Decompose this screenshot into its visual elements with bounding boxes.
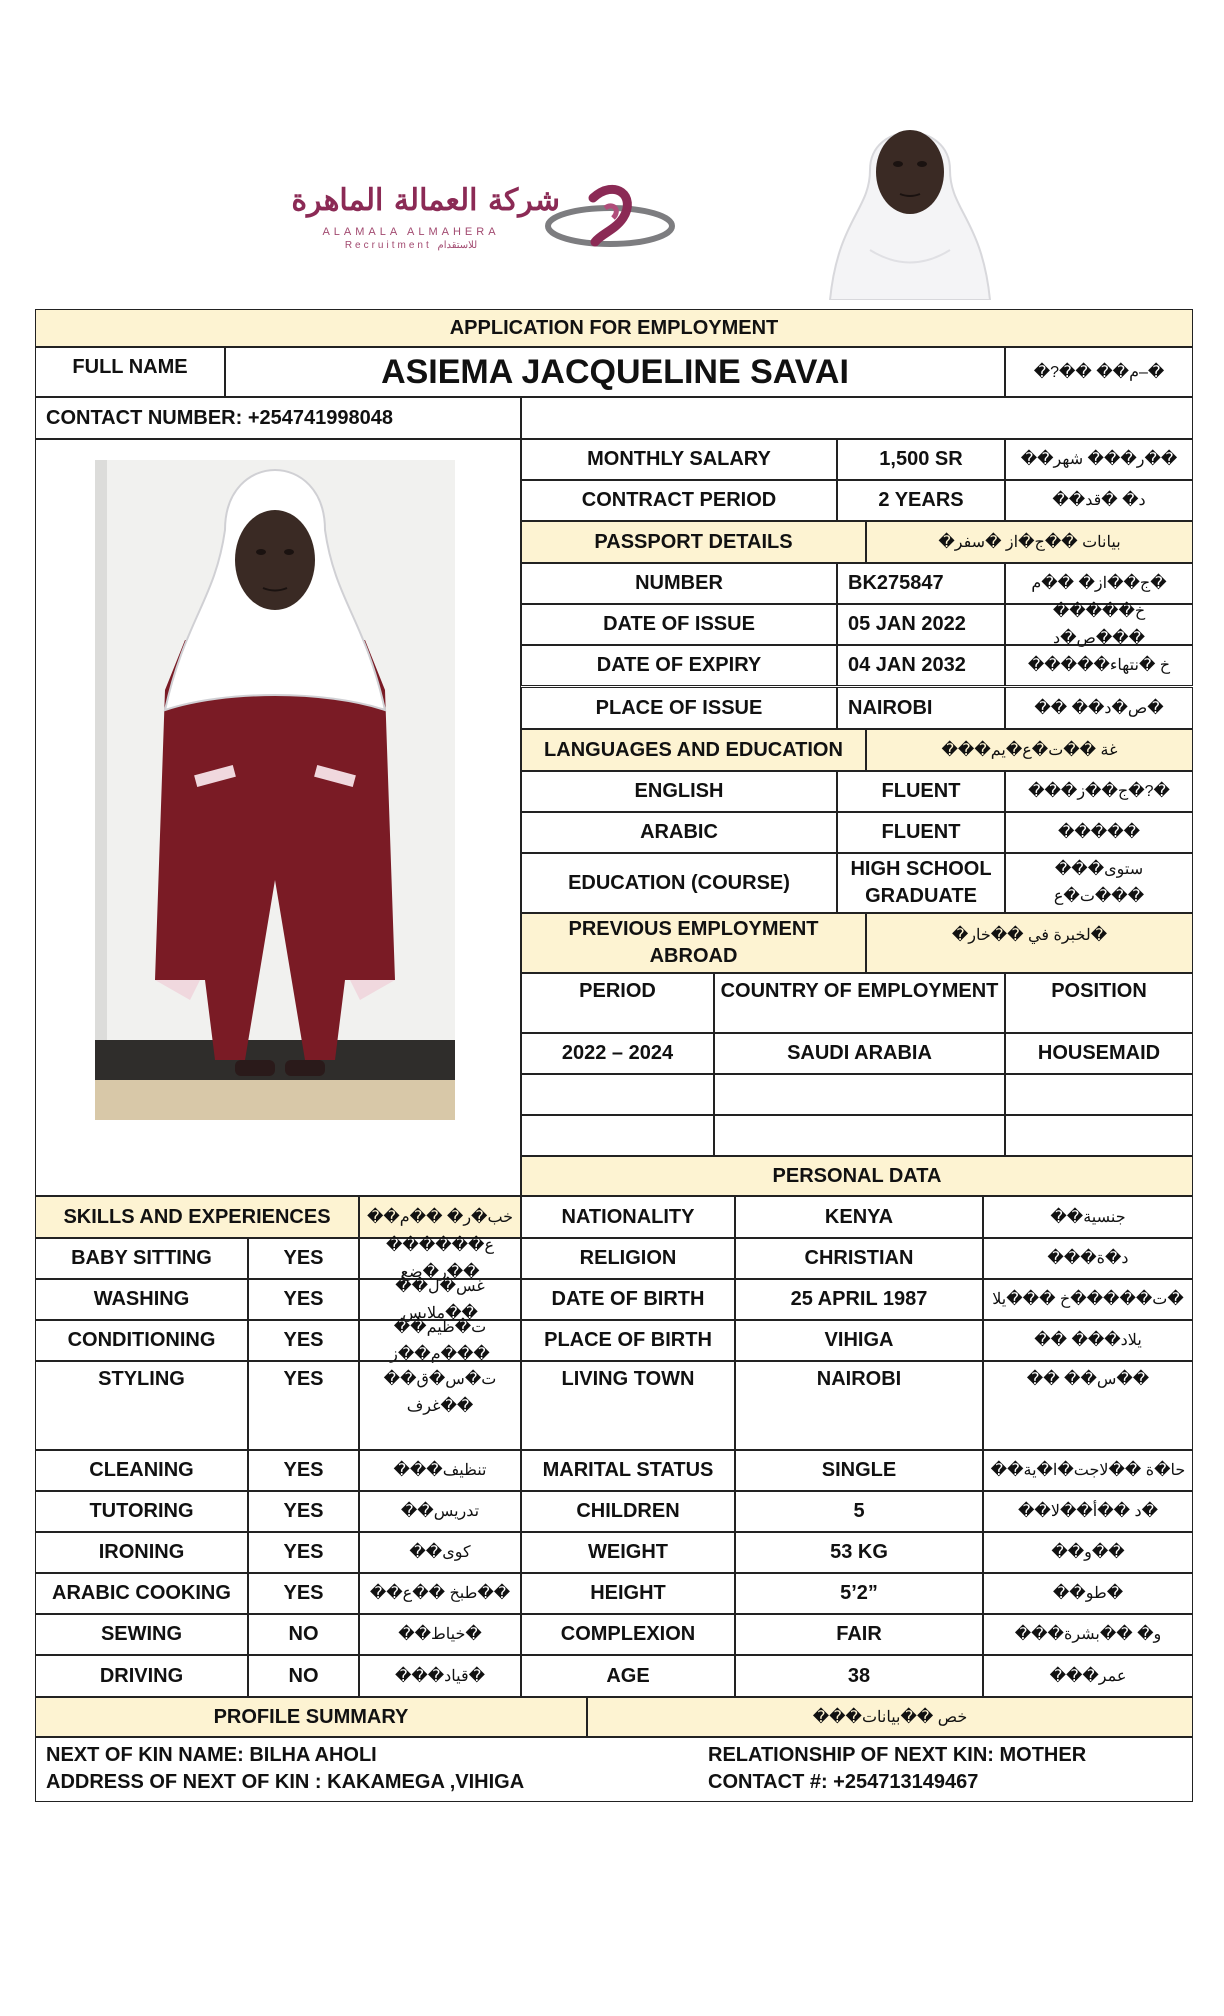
- language-row-arabic: ���ج��ز�?�: [1005, 771, 1193, 812]
- languages-heading-arabic: ���غة ��ت�ع�يم: [866, 729, 1193, 771]
- skill-arabic: ��كوى: [359, 1532, 521, 1573]
- languages-heading: LANGUAGES AND EDUCATION: [521, 729, 866, 771]
- language-row-label: ARABIC: [521, 812, 837, 853]
- skill-label: BABY SITTING: [35, 1238, 248, 1279]
- skill-label: IRONING: [35, 1532, 248, 1573]
- personal-label: COMPLEXION: [521, 1614, 735, 1655]
- kin-relationship: RELATIONSHIP OF NEXT KIN: MOTHER: [708, 1744, 1087, 1766]
- skill-label: ARABIC COOKING: [35, 1573, 248, 1614]
- personal-value: KENYA: [735, 1196, 983, 1238]
- prev-employment-heading: PREVIOUS EMPLOYMENT ABROAD: [521, 913, 866, 973]
- personal-label: LIVING TOWN: [521, 1361, 735, 1450]
- personal-value: 38: [735, 1655, 983, 1697]
- skill-value: YES: [248, 1320, 359, 1361]
- employment-term-arabic: ��ر��� شهر��: [1005, 439, 1193, 480]
- personal-arabic: ���د�ة: [983, 1238, 1193, 1279]
- prev-employment-col-header: PERIOD: [521, 973, 714, 1033]
- skill-value: YES: [248, 1532, 359, 1573]
- personal-arabic: ��د ��أ��لا�: [983, 1491, 1193, 1532]
- personal-arabic: �� ��س��: [983, 1361, 1193, 1450]
- prev-employment-cell: [714, 1074, 1005, 1115]
- passport-heading: PASSPORT DETAILS: [521, 521, 866, 563]
- language-row-arabic: �����: [1005, 812, 1193, 853]
- personal-value: 25 APRIL 1987: [735, 1279, 983, 1320]
- passport-row-value: NAIROBI: [837, 687, 1005, 729]
- skill-label: TUTORING: [35, 1491, 248, 1532]
- logo-arabic-text: شركة العمالة الماهرة: [291, 183, 560, 218]
- contact-blank: [521, 397, 1193, 439]
- prev-employment-cell: SAUDI ARABIA: [714, 1033, 1005, 1074]
- passport-row-label: DATE OF ISSUE: [521, 604, 837, 645]
- personal-label: DATE OF BIRTH: [521, 1279, 735, 1320]
- passport-row-arabic: ج��از� ��م�: [1005, 563, 1193, 604]
- skill-arabic: ���ع��� ��ر�ضع: [359, 1238, 521, 1279]
- skill-value: YES: [248, 1361, 359, 1450]
- personal-arabic: ��و��: [983, 1532, 1193, 1573]
- kin-contact: CONTACT #: +254713149467: [708, 1771, 979, 1793]
- personal-value: SINGLE: [735, 1450, 983, 1491]
- passport-row-arabic: �����خ �نتهاء: [1005, 645, 1193, 686]
- skill-arabic: ��ت�ظيم ��م��ز�: [359, 1320, 521, 1361]
- personal-value: 53 KG: [735, 1532, 983, 1573]
- prev-employment-cell: [521, 1115, 714, 1156]
- prev-employment-col-header: COUNTRY OF EMPLOYMENT: [714, 973, 1005, 1033]
- skill-label: CLEANING: [35, 1450, 248, 1491]
- skill-value: YES: [248, 1573, 359, 1614]
- logo-english-text: ALAMALA ALMAHERA: [322, 226, 500, 238]
- personal-data-heading: PERSONAL DATA: [521, 1156, 1193, 1196]
- language-row-value: FLUENT: [837, 812, 1005, 853]
- skill-label: SEWING: [35, 1614, 248, 1655]
- personal-arabic: ت�����خ ���يلا�: [983, 1279, 1193, 1320]
- prev-employment-cell: 2022 – 2024: [521, 1033, 714, 1074]
- prev-employment-cell: HOUSEMAID: [1005, 1033, 1193, 1074]
- contact-number: CONTACT NUMBER: +254741998048: [35, 397, 521, 439]
- prev-employment-col-header: POSITION: [1005, 973, 1193, 1033]
- skill-value: YES: [248, 1491, 359, 1532]
- personal-arabic: �� ���يلاد: [983, 1320, 1193, 1361]
- skill-value: NO: [248, 1655, 359, 1697]
- personal-label: CHILDREN: [521, 1491, 735, 1532]
- kin-name: NEXT OF KIN NAME: BILHA AHOLI: [46, 1744, 377, 1766]
- skill-arabic: ��ت�س�ق ��غرف: [359, 1361, 521, 1450]
- skill-value: NO: [248, 1614, 359, 1655]
- employment-term-arabic: ��د� �قد: [1005, 480, 1193, 521]
- passport-row-arabic: �� ��ص�د�: [1005, 687, 1193, 729]
- logo-sub-text: Recruitment للاستقدام: [344, 240, 478, 251]
- prev-employment-heading-arabic: �لخبرة في ��خار�: [866, 913, 1193, 973]
- passport-row-arabic: �����خ ��ص�د�: [1005, 604, 1193, 645]
- personal-value: 5’2”: [735, 1573, 983, 1614]
- prev-employment-cell: [1005, 1074, 1193, 1115]
- passport-row-value: 05 JAN 2022: [837, 604, 1005, 645]
- skill-arabic: ���تنظيف: [359, 1450, 521, 1491]
- personal-label: NATIONALITY: [521, 1196, 735, 1238]
- personal-arabic: ��حا�ة ��لاجت�ا�ية: [983, 1450, 1193, 1491]
- personal-arabic: ���و� ��بشرة: [983, 1614, 1193, 1655]
- skill-arabic: ��خياط�: [359, 1614, 521, 1655]
- passport-heading-arabic: �بيانات ��ج�از �سفر: [866, 521, 1193, 563]
- profile-summary-heading-arabic: ���خص ��بيانات: [587, 1697, 1193, 1737]
- full-name-value: ASIEMA JACQUELINE SAVAI: [225, 347, 1005, 397]
- personal-value: NAIROBI: [735, 1361, 983, 1450]
- next-of-kin-left: [46, 1742, 524, 1796]
- language-row-value: HIGH SCHOOL GRADUATE: [837, 853, 1005, 913]
- passport-row-label: PLACE OF ISSUE: [521, 687, 837, 729]
- language-row-value: FLUENT: [837, 771, 1005, 812]
- profile-summary-heading: PROFILE SUMMARY: [35, 1697, 587, 1737]
- full-name-arabic: �?�� ��م–�: [1005, 347, 1193, 397]
- skill-value: YES: [248, 1238, 359, 1279]
- skill-arabic: ��طبخ ��ع��: [359, 1573, 521, 1614]
- skill-value: YES: [248, 1450, 359, 1491]
- skill-arabic: ��غس�ل ��ملابس: [359, 1279, 521, 1320]
- form-title: APPLICATION FOR EMPLOYMENT: [35, 309, 1193, 347]
- personal-arabic: ��جنسية: [983, 1196, 1193, 1238]
- skills-heading: SKILLS AND EXPERIENCES: [35, 1196, 359, 1238]
- passport-row-label: NUMBER: [521, 563, 837, 604]
- personal-arabic: ��طو�: [983, 1573, 1193, 1614]
- language-row-label: EDUCATION (COURSE): [521, 853, 837, 913]
- employment-term-label: MONTHLY SALARY: [521, 439, 837, 480]
- employment-term-value: 1,500 SR: [837, 439, 1005, 480]
- kin-address: ADDRESS OF NEXT OF KIN : KAKAMEGA ,VIHIGA: [46, 1771, 525, 1793]
- personal-label: AGE: [521, 1655, 735, 1697]
- skill-value: YES: [248, 1279, 359, 1320]
- full-body-photo: [95, 460, 455, 1120]
- personal-label: HEIGHT: [521, 1573, 735, 1614]
- skill-label: WASHING: [35, 1279, 248, 1320]
- passport-row-value: BK275847: [837, 563, 1005, 604]
- passport-row-label: DATE OF EXPIRY: [521, 645, 837, 686]
- company-logo: [260, 178, 680, 258]
- skill-label: DRIVING: [35, 1655, 248, 1697]
- employment-term-value: 2 YEARS: [837, 480, 1005, 521]
- logo-emblem-icon: [545, 178, 675, 258]
- skills-heading-arabic: ��خب�ر� ��م: [359, 1196, 521, 1238]
- personal-value: CHRISTIAN: [735, 1238, 983, 1279]
- language-row-arabic: ���ستوى ��ت�ع�: [1005, 853, 1193, 913]
- next-of-kin-right: [708, 1742, 1086, 1796]
- prev-employment-cell: [521, 1074, 714, 1115]
- personal-label: MARITAL STATUS: [521, 1450, 735, 1491]
- personal-label: PLACE OF BIRTH: [521, 1320, 735, 1361]
- language-row-label: ENGLISH: [521, 771, 837, 812]
- personal-value: 5: [735, 1491, 983, 1532]
- personal-value: VIHIGA: [735, 1320, 983, 1361]
- full-name-label: FULL NAME: [35, 347, 225, 397]
- employment-term-label: CONTRACT PERIOD: [521, 480, 837, 521]
- personal-label: RELIGION: [521, 1238, 735, 1279]
- headshot-photo: [810, 100, 1010, 300]
- skill-label: CONDITIONING: [35, 1320, 248, 1361]
- prev-employment-cell: [714, 1115, 1005, 1156]
- skill-arabic: ��تدريس: [359, 1491, 521, 1532]
- skill-arabic: ���قياد�: [359, 1655, 521, 1697]
- personal-arabic: ���عمر: [983, 1655, 1193, 1697]
- prev-employment-cell: [1005, 1115, 1193, 1156]
- personal-value: FAIR: [735, 1614, 983, 1655]
- personal-label: WEIGHT: [521, 1532, 735, 1573]
- skill-label: STYLING: [35, 1361, 248, 1450]
- passport-row-value: 04 JAN 2032: [837, 645, 1005, 686]
